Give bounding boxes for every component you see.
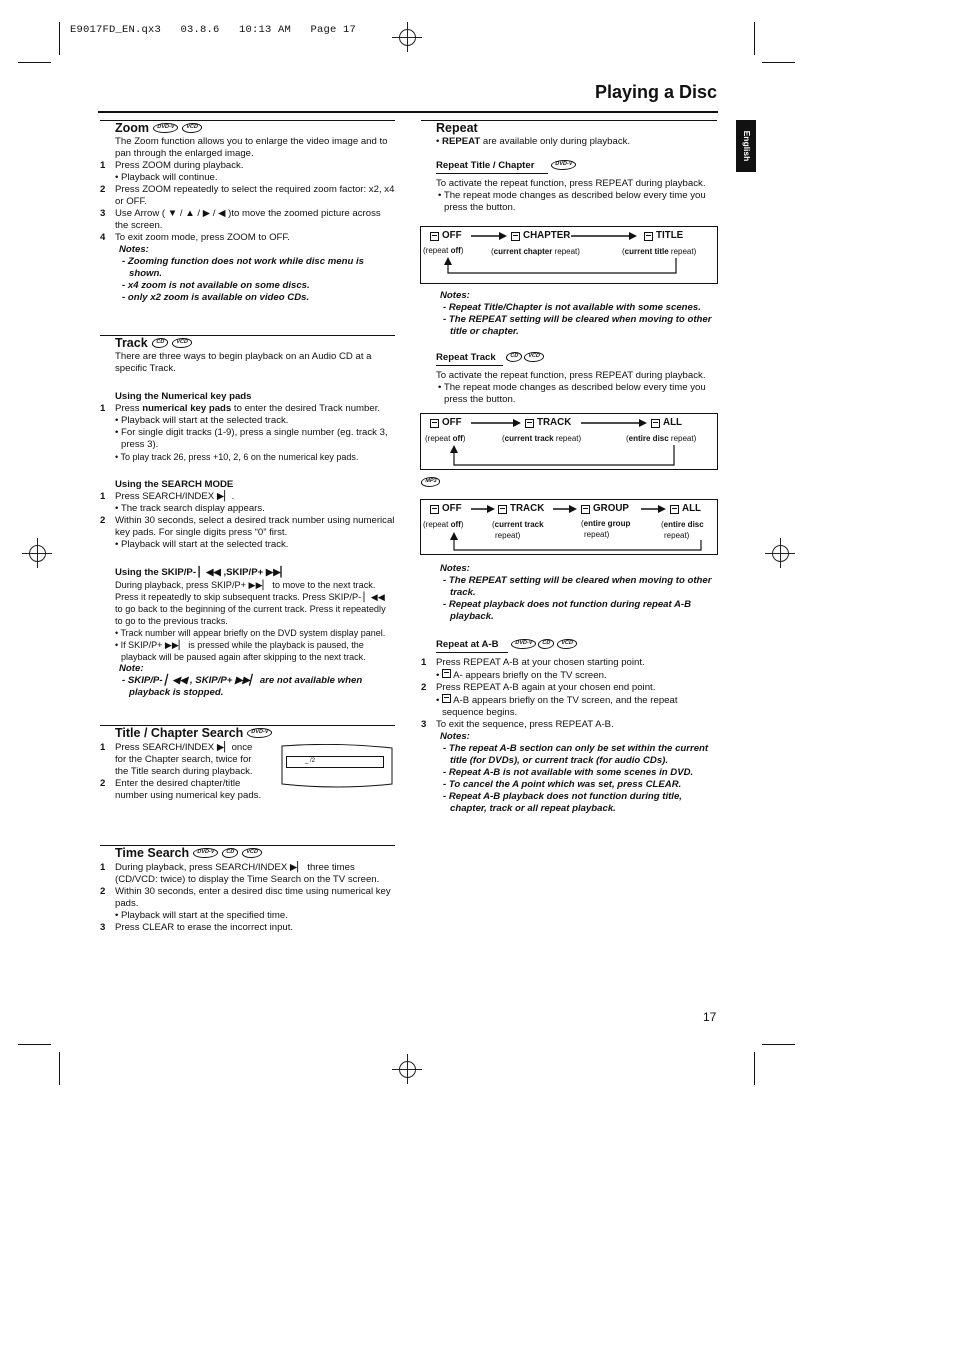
registration-mark xyxy=(765,538,795,568)
vcd-disc-icon: VCD xyxy=(171,338,193,348)
time-search-heading xyxy=(115,847,395,859)
repeat-notes-block xyxy=(436,290,717,406)
title-search-step-1: 1 Press SEARCH/INDEX ▶▏once for the Chapter search, twice for the Title search during playback. xyxy=(100,742,253,777)
repeat-heading xyxy=(436,122,717,134)
crop-mark xyxy=(754,1052,755,1085)
registration-mark xyxy=(392,22,422,52)
crop-mark xyxy=(754,22,755,55)
step-text: Within 30 seconds, enter a desired disc time using numerical key pads. xyxy=(115,886,391,909)
time-search-bullet: • Playback will start at the specified time. xyxy=(115,910,288,921)
crop-mark xyxy=(18,1044,51,1045)
numkeys-step-1: 1 Press numerical key pads to enter the desired Track number. xyxy=(100,403,381,414)
step-text: Enter the desired chapter/title number using numerical key pads. xyxy=(115,778,262,801)
zoom-note: - x4 zoom is not available on some discs. xyxy=(122,280,310,291)
mode-desc: (current chapter repeat) xyxy=(491,247,580,256)
repeat-track-bullet: • The repeat mode changes as described below every time you press the button. xyxy=(438,382,706,405)
time-search-step-3: 3 Press CLEAR to erase the incorrect input. xyxy=(100,922,294,933)
skip-text: During playback, press SKIP/P+ ▶▶▏ to move to the next track. Press it repeatedly to skip subsequent tracks. Press SKIP/P- ▏◀◀ to go back to the beginning of the current track. Press it repeatedly to go to the previous tracks. xyxy=(115,580,386,626)
ab-bullet: • A- appears briefly on the TV screen. xyxy=(436,670,607,681)
repeat-text: are available only during playback. xyxy=(480,136,631,147)
search-bullet: • The track search display appears. xyxy=(115,503,265,514)
zoom-step-3: 3 Use Arrow ( ▼ / ▲ / ▶ / ◀ )to move the zoomed picture across the screen. xyxy=(100,208,381,231)
repeat-icon xyxy=(442,669,451,678)
repeat-notes-label: Notes: xyxy=(440,563,470,574)
numkeys-bullet: • For single digit tracks (1-9), press a single number (eg. track 3, press 3). xyxy=(115,427,388,450)
zoom-step-1-bullet: • Playback will continue. xyxy=(115,172,218,183)
dvd-disc-icon: DVD-V xyxy=(550,160,577,170)
step-text: Press SEARCH/INDEX ▶▏. xyxy=(115,491,235,502)
crop-mark xyxy=(18,62,51,63)
title-search-step-2: 2 Enter the desired chapter/title number using numerical key pads. xyxy=(100,778,262,801)
search-step-1: 1 Press SEARCH/INDEX ▶▏. xyxy=(100,491,235,502)
bullet-text: Track number will appear briefly on the DVD system display panel. xyxy=(120,628,386,638)
cycle-arrows xyxy=(421,500,717,554)
repeat-notes-label: Notes: xyxy=(440,290,470,301)
language-tab xyxy=(736,120,756,172)
numkeys-bullet: • To play track 26, press +10, 2, 6 on the numerical key pads. xyxy=(115,452,359,462)
bullet-text: For single digit tracks (1-9), press a single number (eg. track 3, press 3). xyxy=(121,427,388,450)
skip-note: - SKIP/P- ▏◀◀ , SKIP/P+ ▶▶▏ are not available when playback is stopped. xyxy=(122,675,363,698)
zoom-step-1: 1 Press ZOOM during playback. xyxy=(100,160,244,171)
mode-label: OFF xyxy=(442,417,462,428)
bullet-text: A-B appears briefly on the TV screen, and the repeat sequence begins. xyxy=(442,695,678,718)
vcd-disc-icon: VCD xyxy=(556,639,578,649)
vcd-disc-icon: VCD xyxy=(523,352,545,362)
title-search-title: Title / Chapter Search xyxy=(115,726,244,740)
ab-notes-label: Notes: xyxy=(440,731,470,742)
dvd-disc-icon: DVD-V xyxy=(510,639,537,649)
step-text: to enter the desired Track number. xyxy=(231,403,381,414)
crop-mark xyxy=(762,62,795,63)
repeat-ab-block xyxy=(421,563,717,815)
repeat-note: - The REPEAT setting will be cleared when moving to other track. xyxy=(443,575,712,598)
skip-bullet: • Track number will appear briefly on the DVD system display panel. xyxy=(115,628,386,638)
repeat-mp3-diagram xyxy=(420,499,718,555)
bullet-text: Playback will start at the selected track. xyxy=(121,415,289,426)
bullet-text: The track search display appears. xyxy=(120,503,265,514)
mode-label: GROUP xyxy=(593,503,629,514)
ab-bullet: • A-B appears briefly on the TV screen, and the repeat sequence begins. xyxy=(436,695,678,718)
zoom-intro: The Zoom function allows you to enlarge the video image and to pan through the enlarged image. xyxy=(115,136,388,159)
mode-desc: (current track repeat) xyxy=(492,520,544,540)
numerical-keys-heading: Using the Numerical key pads xyxy=(115,391,252,402)
file-header: E9017FD_EN.qx3 03.8.6 10:13 AM Page 17 xyxy=(70,24,357,36)
bullet-text: A- appears briefly on the TV screen. xyxy=(453,670,607,681)
repeat-title: Repeat xyxy=(436,121,478,135)
track-intro: There are three ways to begin playback on an Audio CD at a specific Track. xyxy=(115,351,372,374)
zoom-note: - Zooming function does not work while disc menu is shown. xyxy=(122,256,364,279)
dvd-disc-icon: DVD-V xyxy=(246,728,273,738)
step-text-bold: numerical key pads xyxy=(142,403,232,414)
mode-label: CHAPTER xyxy=(523,230,571,241)
step-text: Within 30 seconds, select a desired track number using numerical key pads. For single digits press “0” first. xyxy=(115,515,395,538)
step-text: Press REPEAT A-B again at your chosen end point. xyxy=(436,682,656,693)
step-text: To exit zoom mode, press ZOOM to OFF. xyxy=(115,232,290,243)
mode-label: OFF xyxy=(442,230,462,241)
track-heading xyxy=(115,337,395,349)
skip-heading: Using the SKIP/P- ▏◀◀ ,SKIP/P+ ▶▶▏ xyxy=(115,567,289,578)
registration-mark xyxy=(22,538,52,568)
mode-label: ALL xyxy=(663,417,683,428)
skip-note-label: Note: xyxy=(119,663,144,674)
step-text: Press ZOOM during playback. xyxy=(115,160,244,171)
repeat-availability: • REPEAT are available only during playback. xyxy=(436,136,631,147)
bullet-text: The repeat mode changes as described below every time you press the button. xyxy=(443,382,706,405)
time-search-step-2: 2 Within 30 seconds, enter a desired disc time using numerical key pads. xyxy=(100,886,391,909)
title-rule xyxy=(98,111,718,113)
crop-mark xyxy=(762,1044,795,1045)
numkeys-bullet: • Playback will start at the selected track. xyxy=(115,415,289,426)
mode-desc: (repeat off) xyxy=(423,246,464,255)
step-text: Press REPEAT A-B at your chosen starting point. xyxy=(436,657,645,668)
mp3-disc-icon: MP3 xyxy=(420,477,441,487)
repeat-track-heading xyxy=(436,352,717,366)
repeat-title-chapter-heading xyxy=(436,160,717,174)
ab-step-2: 2 Press REPEAT A-B again at your chosen end point. xyxy=(421,682,656,693)
repeat-note: - Repeat Title/Chapter is not available with some scenes. xyxy=(443,302,701,313)
zoom-heading xyxy=(115,122,395,134)
subheading-text: Repeat at A-B xyxy=(436,639,508,653)
time-search-step-1: 1 During playback, press SEARCH/INDEX ▶▏ three times (CD/VCD: twice) to display the Time Search on the TV screen. xyxy=(100,862,380,885)
ab-step-1: 1 Press REPEAT A-B at your chosen starting point. xyxy=(421,657,645,668)
zoom-step-4: 4 To exit zoom mode, press ZOOM to OFF. xyxy=(100,232,290,243)
bullet-text: Playback will continue. xyxy=(121,172,218,183)
mode-desc: (entire disc repeat) xyxy=(626,434,697,443)
subheading-text: Repeat Track xyxy=(436,352,503,366)
cd-disc-icon: CD xyxy=(537,639,555,649)
bullet-text: Playback will start at the selected track. xyxy=(121,539,289,550)
track-title: Track xyxy=(115,336,148,350)
zoom-step-2: 2 Press ZOOM repeatedly to select the required zoom factor: x2, x4 or OFF. xyxy=(100,184,395,207)
repeat-title-chapter-bullet: • The repeat mode changes as described below every time you press the button. xyxy=(438,190,706,213)
cd-disc-icon: CD xyxy=(151,338,169,348)
step-text: During playback, press SEARCH/INDEX ▶▏ three times (CD/VCD: twice) to display the Time Search on the TV screen. xyxy=(115,862,380,885)
registration-mark xyxy=(392,1054,422,1084)
mp3-label-row xyxy=(421,477,440,489)
right-column xyxy=(421,120,717,214)
search-display-text: _ /2 xyxy=(305,758,316,764)
mode-desc: (repeat off) xyxy=(423,520,464,529)
mode-label: TITLE xyxy=(656,230,684,241)
dvd-disc-icon: DVD-V xyxy=(152,123,179,133)
left-column xyxy=(100,120,395,934)
title-search-heading xyxy=(115,727,395,739)
mode-desc: (current track repeat) xyxy=(502,434,582,443)
mode-desc: (repeat off) xyxy=(425,434,466,443)
cycle-arrows xyxy=(421,414,717,469)
ab-note: - To cancel the A point which was set, press CLEAR. xyxy=(443,779,682,790)
step-text: Use Arrow ( ▼ / ▲ / ▶ / ◀ )to move the zoomed picture across the screen. xyxy=(115,208,381,231)
mode-label: TRACK xyxy=(537,417,572,428)
step-text: Press SEARCH/INDEX ▶▏once for the Chapter search, twice for the Title search during playback. xyxy=(115,742,253,777)
crop-mark xyxy=(59,1052,60,1085)
bullet-text: If SKIP/P+ ▶▶▏ is pressed while the playback is paused, the playback will be paused again after skipping to the next track. xyxy=(120,640,366,662)
dvd-disc-icon: DVD-V xyxy=(192,848,219,858)
vcd-disc-icon: VCD xyxy=(241,848,263,858)
skip-bullet: • If SKIP/P+ ▶▶▏ is pressed while the playback is paused, the playback will be paused again after skipping to the next track. xyxy=(115,640,366,662)
search-bullet: • Playback will start at the selected track. xyxy=(115,539,289,550)
repeat-icon xyxy=(442,694,451,703)
search-mode-heading: Using the SEARCH MODE xyxy=(115,479,234,490)
mode-label: OFF xyxy=(442,503,462,514)
search-step-2: 2 Within 30 seconds, select a desired track number using numerical key pads. For single digits press “0” first. xyxy=(100,515,395,538)
search-display-box xyxy=(286,756,384,768)
mode-label: TRACK xyxy=(510,503,545,514)
step-text: Press xyxy=(115,403,143,414)
page-title: Playing a Disc xyxy=(594,82,717,102)
bullet-text: To play track 26, press +10, 2, 6 on the numerical key pads. xyxy=(120,452,359,462)
repeat-track-text: To activate the repeat function, press REPEAT during playback. xyxy=(436,370,706,381)
crop-mark xyxy=(59,22,60,55)
language-tab-label: English xyxy=(742,130,752,162)
step-text: Press ZOOM repeatedly to select the required zoom factor: x2, x4 or OFF. xyxy=(115,184,395,207)
bullet-text: Playback will start at the specified time. xyxy=(121,910,288,921)
zoom-title: Zoom xyxy=(115,121,150,135)
cd-disc-icon: CD xyxy=(221,848,239,858)
ab-step-3: 3 To exit the sequence, press REPEAT A-B. xyxy=(421,719,614,730)
repeat-chapter-title-diagram xyxy=(420,226,718,284)
vcd-disc-icon: VCD xyxy=(181,123,203,133)
ab-note: - Repeat A-B is not available with some scenes in DVD. xyxy=(443,767,694,778)
cycle-arrows xyxy=(421,227,717,283)
step-text: Press CLEAR to erase the incorrect input. xyxy=(115,922,294,933)
subheading-text: Repeat Title / Chapter xyxy=(436,160,548,174)
cd-disc-icon: CD xyxy=(505,352,523,362)
mode-desc: (entire disc repeat) xyxy=(661,520,704,540)
mode-label: ALL xyxy=(682,503,702,514)
ab-note: - Repeat A-B playback does not function during title, chapter, track or all repeat playback. xyxy=(443,791,682,814)
repeat-track-diagram xyxy=(420,413,718,470)
repeat-note: - Repeat playback does not function during repeat A-B playback. xyxy=(443,599,692,622)
zoom-note: - only x2 zoom is available on video CDs. xyxy=(122,292,310,303)
mode-desc: (entire group repeat) xyxy=(581,519,631,539)
mode-desc: (current title repeat) xyxy=(622,247,697,256)
page-number: 17 xyxy=(703,1010,717,1024)
time-search-title: Time Search xyxy=(115,846,190,860)
repeat-note: - The REPEAT setting will be cleared when moving to other title or chapter. xyxy=(443,314,712,337)
ab-note: - The repeat A-B section can only be set within the current title (for DVDs), or current track (for audio CDs). xyxy=(443,743,709,766)
zoom-notes-label: Notes: xyxy=(119,244,149,255)
step-text: To exit the sequence, press REPEAT A-B. xyxy=(436,719,614,730)
repeat-ab-heading xyxy=(421,639,717,653)
bullet-text: The repeat mode changes as described below every time you press the button. xyxy=(443,190,706,213)
repeat-bold: REPEAT xyxy=(442,136,481,147)
repeat-title-chapter-text: To activate the repeat function, press REPEAT during playback. xyxy=(436,178,706,189)
